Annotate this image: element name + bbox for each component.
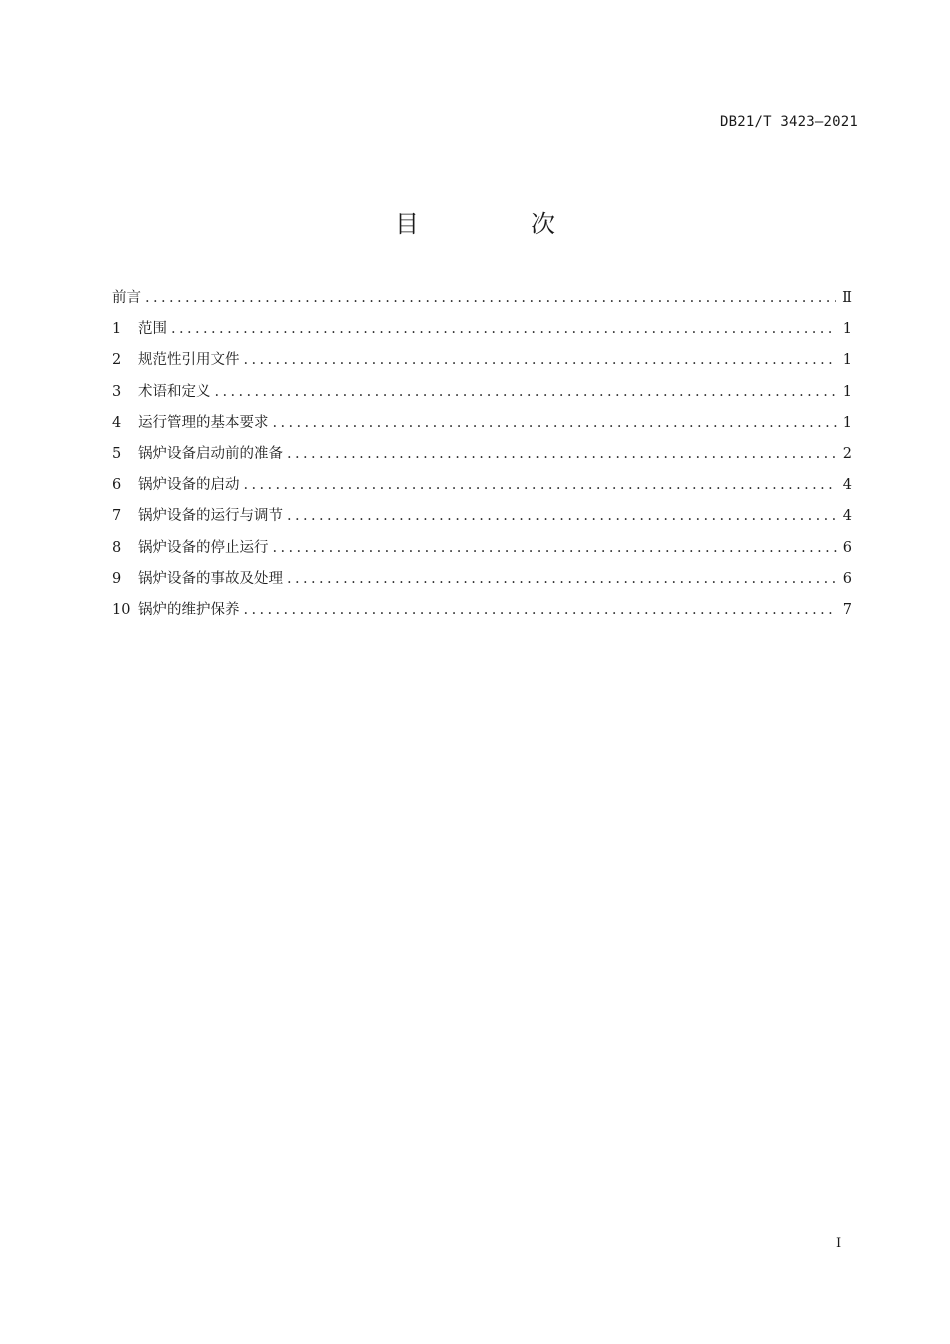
toc-entry-page: 4 [842,508,852,525]
toc-entry-number: 1 [112,321,122,338]
toc-entry-operation-adjustment[interactable] [112,504,852,535]
page-number: Ⅰ [836,1236,842,1251]
toc-entry-foreword[interactable] [112,286,852,317]
toc-entry-startup[interactable] [112,473,852,504]
toc-entry-number: 9 [112,570,122,587]
toc-dot-leader [287,504,837,528]
toc-entry-number: 4 [112,414,122,431]
toc-dot-leader [244,473,837,497]
toc-entry-basic-requirements[interactable] [112,411,852,442]
toc-entry-label: 锅炉设备的启动 [138,477,240,494]
toc-entry-number: 3 [112,383,122,400]
toc-entry-label: 前言 [112,290,141,306]
toc-title: 目 次 [395,210,599,238]
toc-entry-page: 1 [842,352,852,369]
toc-entry-normative-references[interactable] [112,348,852,379]
toc-entry-label: 锅炉设备启动前的准备 [138,445,283,462]
toc-entry-label: 锅炉设备的停止运行 [138,539,269,556]
toc-dot-leader [244,348,837,372]
toc-entry-label: 范围 [138,321,167,338]
toc-dot-leader [171,317,837,341]
toc-entry-terms-definitions[interactable] [112,380,852,411]
toc-entry-number: 6 [112,477,122,494]
toc-entry-page: 6 [842,570,852,587]
toc-entry-page: 4 [842,477,852,494]
toc-entry-label: 锅炉的维护保养 [138,601,240,618]
toc-dot-leader [287,567,837,591]
toc-entry-shutdown[interactable] [112,536,852,567]
document-code: DB21/T 3423—2021 [719,114,858,130]
toc-entry-label: 术语和定义 [138,383,211,400]
toc-entry-page: Ⅱ [842,290,852,306]
toc-dot-leader [273,411,837,435]
toc-entry-page: 1 [842,321,852,338]
table-of-contents [112,286,852,629]
toc-dot-leader [145,286,836,310]
toc-dot-leader [244,598,837,622]
toc-entry-page: 2 [842,445,852,462]
toc-entry-number: 10 [112,601,131,618]
toc-entry-page: 6 [842,539,852,556]
toc-entry-label: 锅炉设备的运行与调节 [138,508,283,525]
toc-dot-leader [287,442,837,466]
toc-dot-leader [215,380,837,404]
toc-entry-scope[interactable] [112,317,852,348]
toc-entry-page: 1 [842,383,852,400]
toc-entry-label: 锅炉设备的事故及处理 [138,570,283,587]
toc-entry-startup-preparation[interactable] [112,442,852,473]
toc-entry-page: 1 [842,414,852,431]
toc-entry-number: 5 [112,445,122,462]
toc-entry-maintenance[interactable] [112,598,852,629]
toc-entry-number: 8 [112,539,122,556]
toc-dot-leader [273,536,837,560]
toc-entry-page: 7 [842,601,852,618]
toc-entry-label: 规范性引用文件 [138,352,240,369]
toc-entry-number: 2 [112,352,122,369]
toc-entry-label: 运行管理的基本要求 [138,414,269,431]
toc-entry-accidents-handling[interactable] [112,567,852,598]
toc-entry-number: 7 [112,508,122,525]
